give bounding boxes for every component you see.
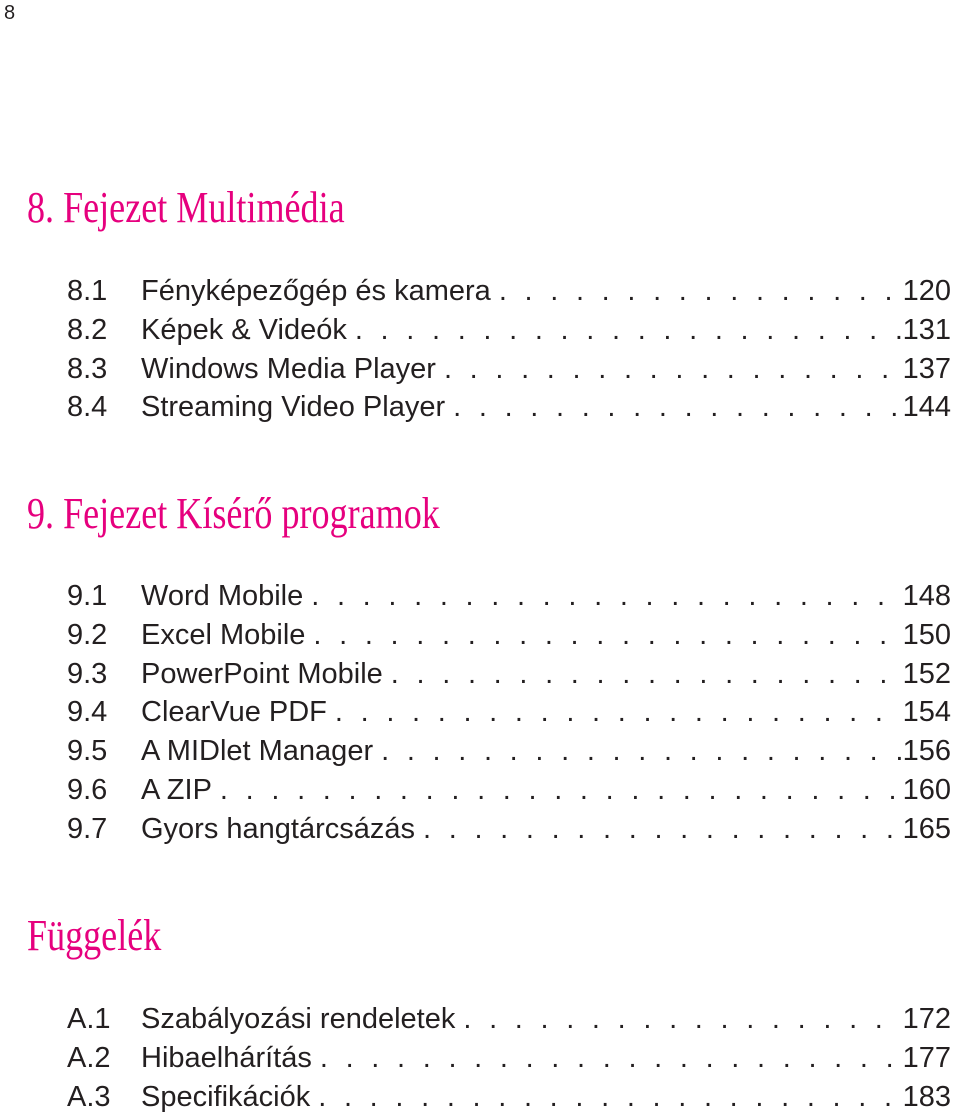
page-number: 8 xyxy=(4,2,16,24)
toc-entry-page: 172 xyxy=(902,1003,951,1035)
toc-entry-title: Specifikációk xyxy=(141,1080,311,1113)
toc-entry-number: 9.3 xyxy=(67,657,108,690)
toc-leader-dots xyxy=(313,616,902,655)
toc-entry[interactable] xyxy=(67,810,951,849)
toc-leader-dots xyxy=(335,693,903,732)
toc-entry-title: Szabályozási rendeletek xyxy=(141,1003,456,1035)
toc-entry[interactable] xyxy=(67,1000,951,1039)
toc-entry[interactable] xyxy=(67,350,951,389)
toc-entry-number: 9.1 xyxy=(67,580,108,612)
toc-entry-number: 9.6 xyxy=(67,773,108,806)
toc-leader-dots xyxy=(381,732,903,771)
chapter-heading-companion-programs[interactable]: 9. Fejezet Kísérő programok xyxy=(27,489,440,538)
toc-entry[interactable] xyxy=(67,1078,951,1117)
toc-entry-number: 9.4 xyxy=(67,696,108,729)
toc-entry-page: 150 xyxy=(902,618,951,651)
toc-entry-number: 8.1 xyxy=(67,275,108,307)
toc-entry-title: Hibaelhárítás xyxy=(141,1041,312,1074)
toc-entry-title: Fényképezőgép és kamera xyxy=(141,275,491,307)
toc-entry-page: 137 xyxy=(902,352,951,385)
toc-entry-page: 160 xyxy=(902,773,951,806)
toc-leader-dots xyxy=(453,388,902,427)
toc-entry-page: 144 xyxy=(902,391,951,424)
toc-entry-title: ClearVue PDF xyxy=(141,696,327,729)
toc-leader-dots xyxy=(320,1039,903,1078)
toc-entry[interactable] xyxy=(67,1039,951,1078)
toc-entry-number: 9.5 xyxy=(67,735,108,768)
toc-entry-page: 120 xyxy=(902,275,951,307)
toc-entry-title: Excel Mobile xyxy=(141,618,306,651)
toc-entry-title: Windows Media Player xyxy=(141,352,436,385)
toc-leader-dots xyxy=(463,1000,902,1039)
toc-leader-dots xyxy=(355,311,903,350)
toc-list-appendix xyxy=(67,1000,951,1116)
toc-leader-dots xyxy=(311,577,902,616)
toc-entry-number: 9.7 xyxy=(67,812,108,845)
chapter-heading-appendix[interactable]: Függelék xyxy=(27,911,162,960)
toc-entry[interactable] xyxy=(67,311,951,350)
toc-entry[interactable] xyxy=(67,577,951,616)
toc-entry-title: A ZIP xyxy=(141,773,212,806)
toc-list-companion-programs xyxy=(67,577,951,849)
toc-entry-title: PowerPoint Mobile xyxy=(141,657,383,690)
toc-entry-title: Word Mobile xyxy=(141,580,304,612)
toc-entry-number: 8.4 xyxy=(67,391,108,424)
toc-entry[interactable] xyxy=(67,272,951,311)
toc-entry-page: 152 xyxy=(902,657,951,690)
toc-entry-page: 148 xyxy=(902,580,951,612)
toc-entry-number: 8.2 xyxy=(67,313,108,346)
toc-entry-number: 8.3 xyxy=(67,352,108,385)
toc-leader-dots xyxy=(423,810,903,849)
toc-entry-page: 165 xyxy=(902,812,951,845)
toc-entry-number: 9.2 xyxy=(67,618,108,651)
toc-entry[interactable] xyxy=(67,616,951,655)
toc-entry-title: Streaming Video Player xyxy=(141,391,446,424)
toc-entry-page: 177 xyxy=(902,1041,951,1074)
toc-leader-dots xyxy=(391,655,903,694)
toc-leader-dots xyxy=(444,350,903,389)
toc-leader-dots xyxy=(220,771,903,810)
toc-entry-title: Gyors hangtárcsázás xyxy=(141,812,416,845)
toc-entry-number: A.1 xyxy=(67,1003,111,1035)
toc-entry-page: 183 xyxy=(902,1080,951,1113)
toc-leader-dots xyxy=(318,1078,902,1117)
toc-entry-number: A.2 xyxy=(67,1041,111,1074)
toc-entry-title: Képek & Videók xyxy=(141,313,347,346)
toc-entry-page: 154 xyxy=(902,696,951,729)
toc-entry[interactable] xyxy=(67,655,951,694)
toc-entry[interactable] xyxy=(67,732,951,771)
chapter-heading-multimedia[interactable]: 8. Fejezet Multimédia xyxy=(27,183,345,232)
toc-entry-page: 131 xyxy=(902,313,951,346)
toc-entry-number: A.3 xyxy=(67,1080,111,1113)
toc-entry[interactable] xyxy=(67,388,951,427)
toc-list-multimedia xyxy=(67,272,951,427)
toc-leader-dots xyxy=(499,272,903,311)
toc-entry[interactable] xyxy=(67,693,951,732)
toc-entry-title: A MIDlet Manager xyxy=(141,735,374,768)
toc-entry-page: 156 xyxy=(902,735,951,768)
toc-entry[interactable] xyxy=(67,771,951,810)
